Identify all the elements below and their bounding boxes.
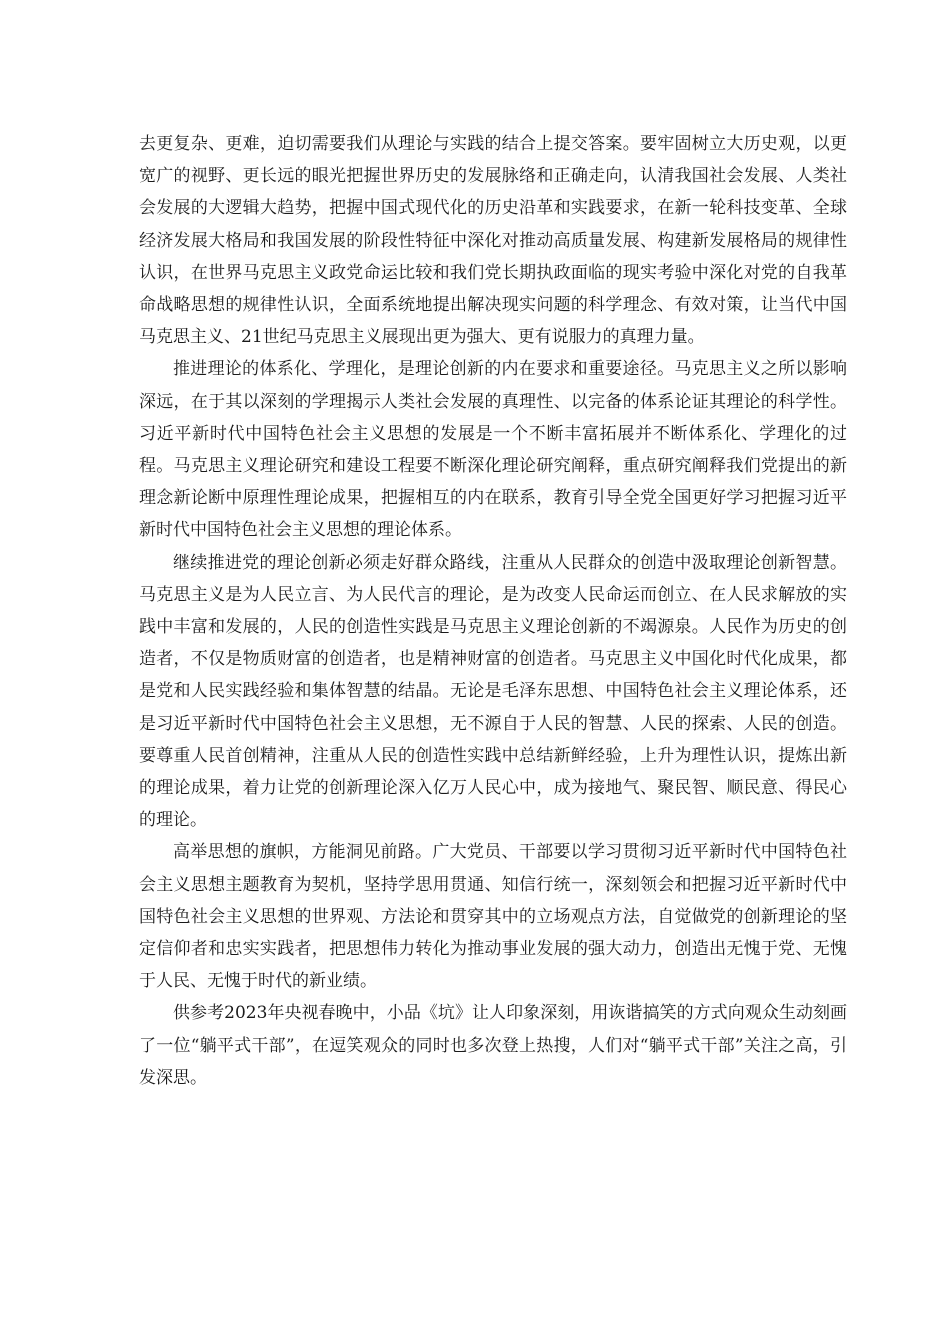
paragraph-2: 推进理论的体系化、学理化，是理论创新的内在要求和重要途径。马克思主义之所以影响深远，在于其以深刻的学理揭示人类社会发展的真理性、以完备的体系论证其理论的科学性。习近平新时代中国特色社会主义思想的发展是一个不断丰富拓展并不断体系化、学理化的过程。马克思主义理论研究和建设工程要不断深化理论研究阐释，重点研究阐释我们党提出的新理念新论断中原理性理论成果，把握相互的内在联系，教育引导全党全国更好学习把握习近平新时代中国特色社会主义思想的理论体系。 <box>139 359 847 541</box>
paragraph-1: 去更复杂、更难，迫切需要我们从理论与实践的结合上提交答案。要牢固树立大历史观，以更宽广的视野、更长远的眼光把握世界历史的发展脉络和正确走向，认清我国社会发展、人类社会发展的大逻辑大趋势，把握中国式现代化的历史沿革和实践要求，在新一轮科技变革、全球经济发展大格局和我国发展的阶段性特征中深化对推动高质量发展、构建新发展格局的规律性认识，在世界马克思主义政党命运比较和我们党长期执政面临的现实考验中深化对党的自我革命战略思想的规律性认识，全面系统地提出解决现实问题的科学理念、有效对策，让当代中国马克思主义、21世纪马克思主义展现出更为强大、更有说服力的真理力量。 <box>139 134 847 348</box>
document-body <box>139 128 847 1094</box>
paragraph-4: 高举思想的旗帜，方能洞见前路。广大党员、干部要以学习贯彻习近平新时代中国特色社会主义思想主题教育为契机，坚持学思用贯通、知信行统一，深刻领会和把握习近平新时代中国特色社会主义思想的世界观、方法论和贯穿其中的立场观点方法，自觉做党的创新理论的坚定信仰者和忠实实践者，把思想伟力转化为推动事业发展的强大动力，创造出无愧于党、无愧于人民、无愧于时代的新业绩。 <box>139 842 847 992</box>
paragraph-5: 供参考2023年央视春晚中，小品《坑》让人印象深刻，用诙谐搞笑的方式向观众生动刻画了一位“躺平式干部”，在逗笑观众的同时也多次登上热搜，人们对“躺平式干部”关注之高，引发深思。 <box>139 1003 847 1088</box>
paragraph-3: 继续推进党的理论创新必须走好群众路线，注重从人民群众的创造中汲取理论创新智慧。马克思主义是为人民立言、为人民代言的理论，是为改变人民命运而创立、在人民求解放的实践中丰富和发展的，人民的创造性实践是马克思主义理论创新的不竭源泉。人民作为历史的创造者，不仅是物质财富的创造者，也是精神财富的创造者。马克思主义中国化时代化成果，都是党和人民实践经验和集体智慧的结晶。无论是毛泽东思想、中国特色社会主义理论体系，还是习近平新时代中国特色社会主义思想，无不源自于人民的智慧、人民的探索、人民的创造。要尊重人民首创精神，注重从人民的创造性实践中总结新鲜经验，上升为理性认识，提炼出新的理论成果，着力让党的创新理论深入亿万人民心中，成为接地气、聚民智、顺民意、得民心的理论。 <box>139 552 847 831</box>
